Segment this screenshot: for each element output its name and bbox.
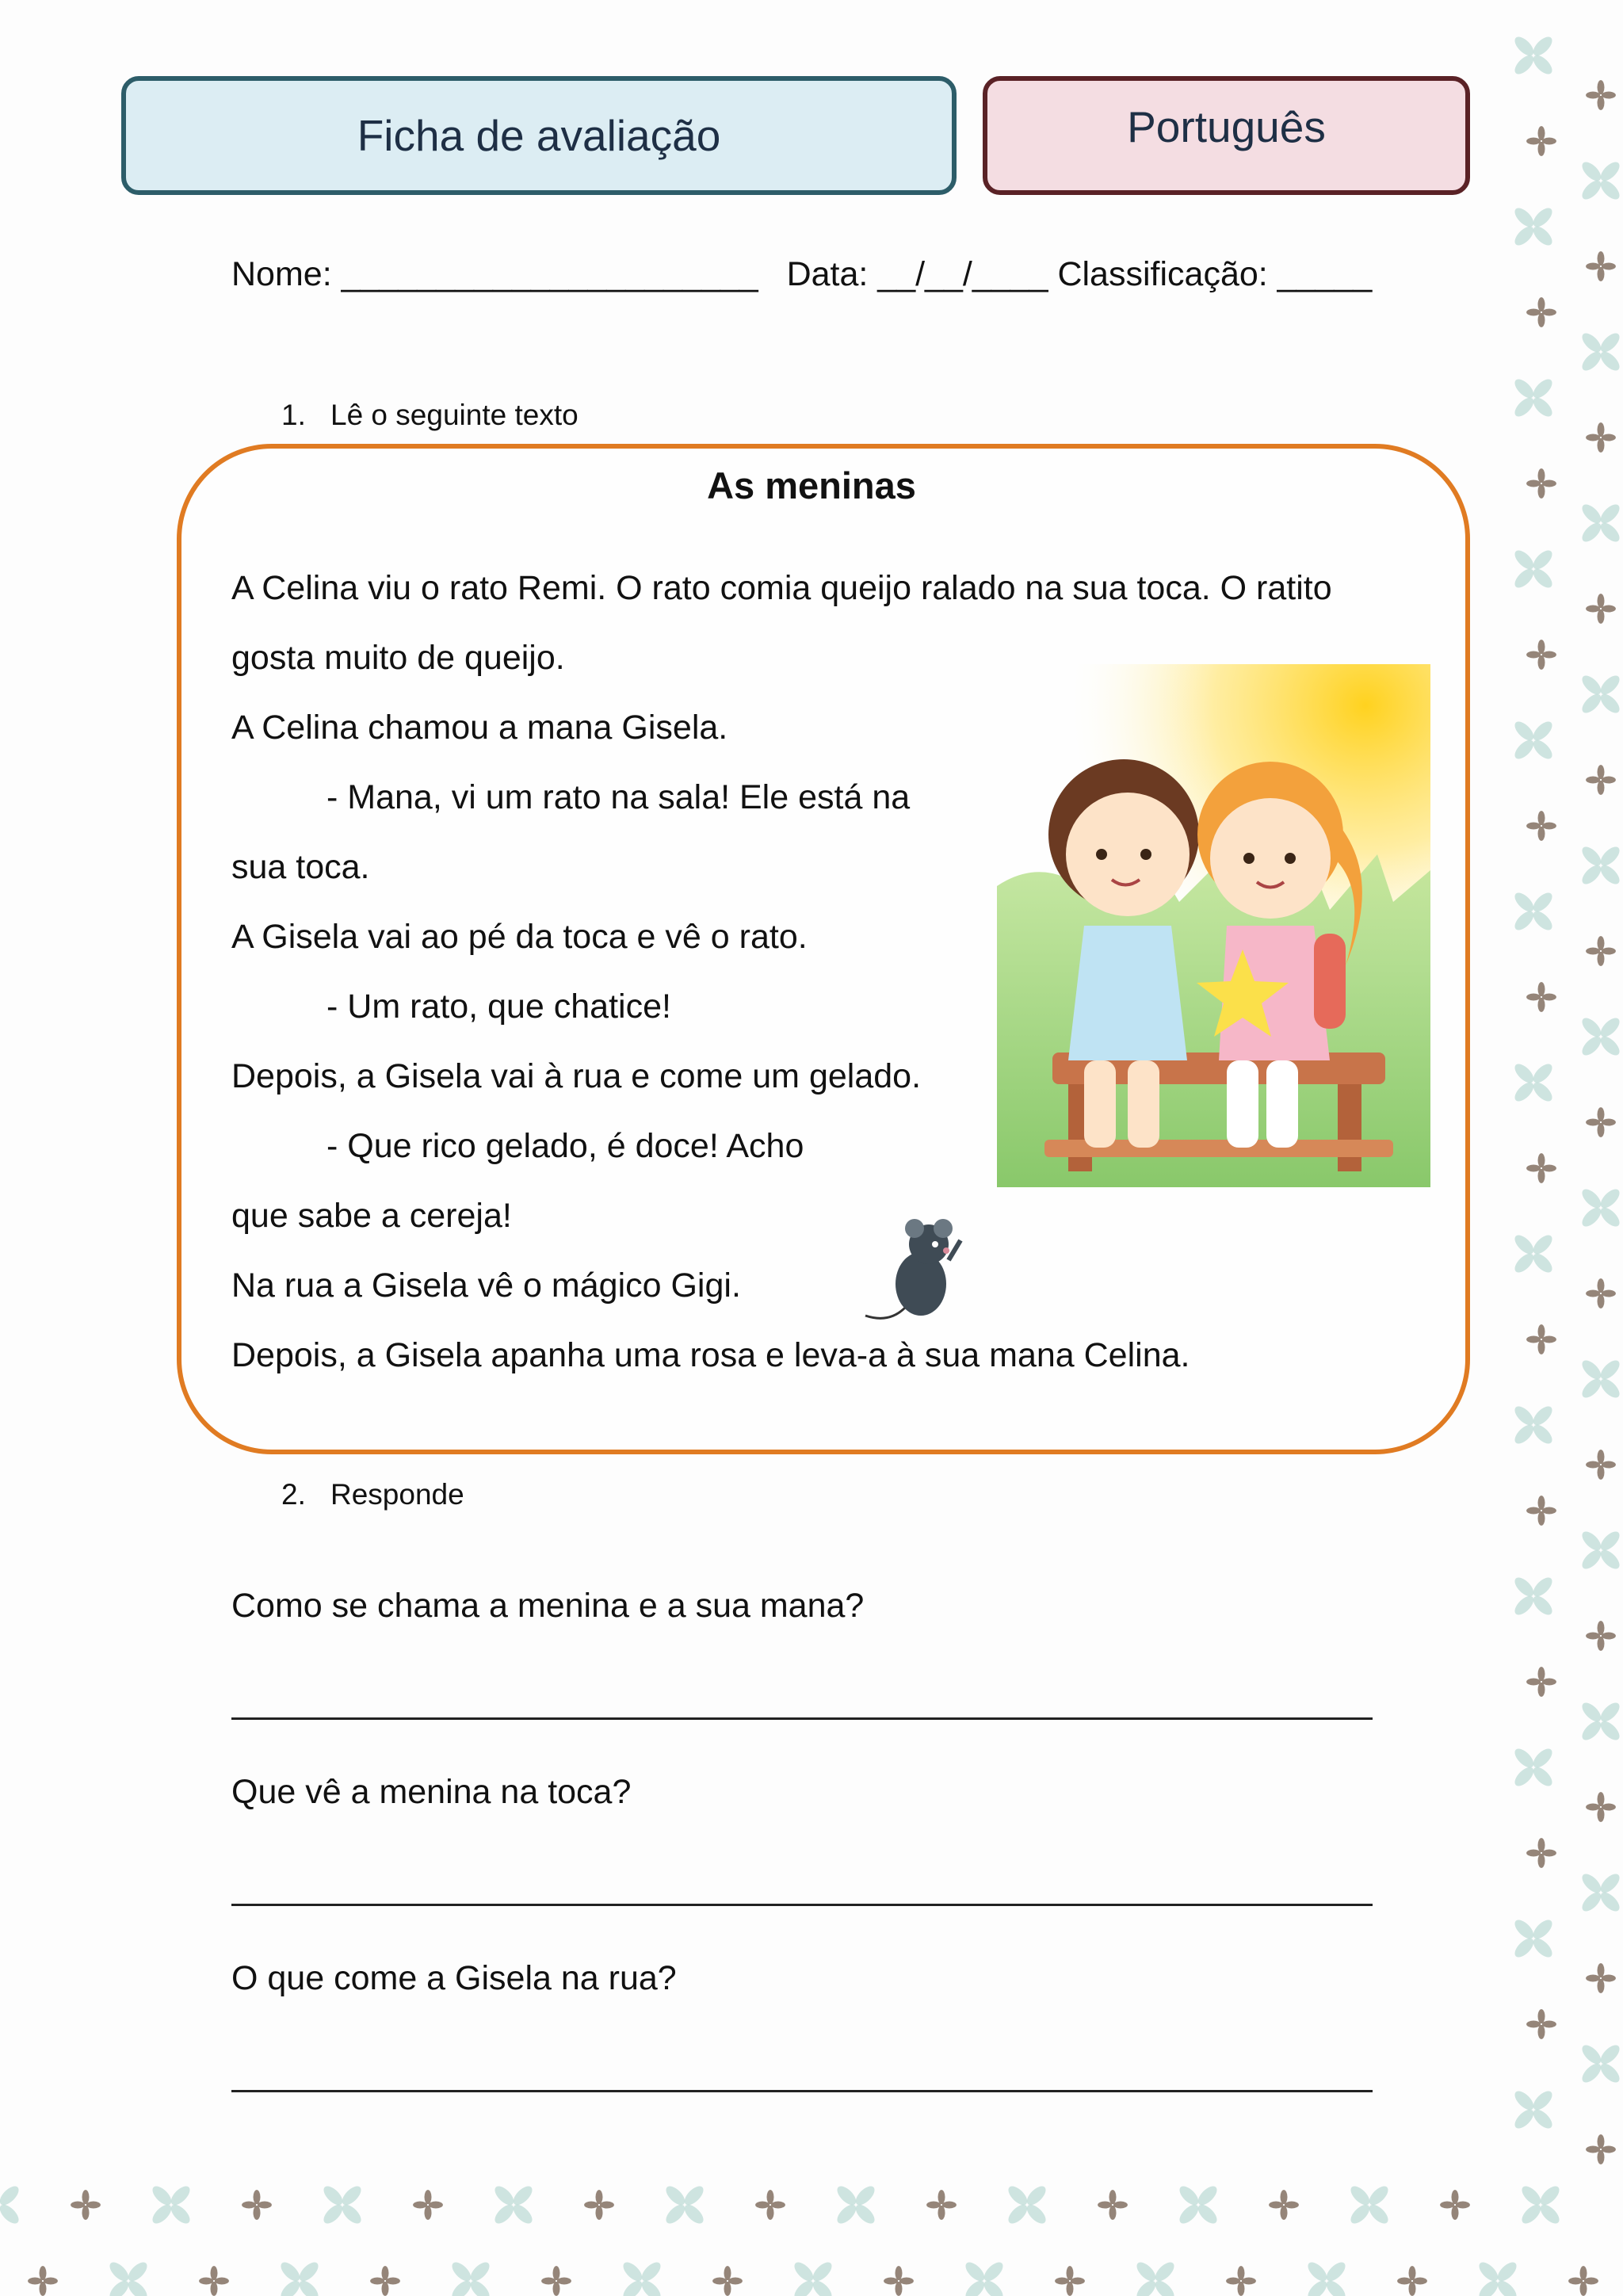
grade-field[interactable]: Classificação: _____ <box>1057 255 1373 293</box>
worksheet-title: Ficha de avaliação <box>357 111 721 160</box>
flower-ornament <box>1579 159 1622 202</box>
story-title: As meninas <box>707 464 916 506</box>
flower-ornament <box>584 2190 614 2220</box>
section-2-number: 2. <box>281 1478 306 1511</box>
flower-ornament <box>620 2259 663 2296</box>
flower-ornament <box>1511 547 1555 590</box>
flower-ornament <box>1511 1745 1555 1789</box>
flower-ornament <box>1347 2183 1391 2226</box>
flower-ornament <box>1579 1357 1622 1400</box>
flower-ornament <box>1511 204 1555 248</box>
story-line: A Celina chamou a mana Gisela. <box>231 709 728 747</box>
flower-ornament <box>0 2183 22 2226</box>
flower-ornament <box>1511 1232 1555 1275</box>
flower-ornament <box>1526 982 1556 1012</box>
flower-ornament <box>1586 1621 1616 1651</box>
flower-ornament <box>1526 640 1556 670</box>
flower-ornament <box>1511 889 1555 933</box>
story-line: A Celina viu o rato Remi. O rato comia queijo ralado na sua toca. O ratito <box>231 569 1332 607</box>
story-line: Depois, a Gisela vai à rua e come um gelado. <box>231 1057 922 1095</box>
flower-ornament <box>1526 1667 1556 1697</box>
flower-ornament <box>1579 1870 1622 1914</box>
flower-ornament <box>1440 2190 1470 2220</box>
flower-ornament <box>663 2183 706 2226</box>
answer-line-3[interactable] <box>231 2090 1373 2092</box>
answer-line-1[interactable] <box>231 1717 1373 1720</box>
flower-ornament <box>1476 2259 1519 2296</box>
flower-ornament <box>1579 501 1622 544</box>
flower-ornament <box>1579 843 1622 887</box>
girls-illustration <box>997 664 1430 1187</box>
flower-ornament <box>1518 2183 1562 2226</box>
flower-ornament <box>1586 1450 1616 1480</box>
flower-ornament <box>28 2266 58 2296</box>
flower-ornament <box>1526 126 1556 156</box>
flower-ornament <box>1055 2266 1085 2296</box>
flower-ornament <box>1526 1838 1556 1868</box>
flower-ornament <box>106 2259 150 2296</box>
flower-ornament <box>1269 2190 1299 2220</box>
flower-ornament <box>71 2190 101 2220</box>
flower-ornament <box>1586 1963 1616 1993</box>
flower-ornament <box>1526 297 1556 327</box>
flower-ornament <box>242 2190 272 2220</box>
flower-ornament <box>541 2266 571 2296</box>
flower-ornament <box>1586 80 1616 110</box>
subject-box <box>983 76 1470 195</box>
flower-ornament <box>1586 1278 1616 1308</box>
flower-ornament <box>1526 1496 1556 1526</box>
flower-ornament <box>1579 1699 1622 1743</box>
flower-ornament <box>449 2259 492 2296</box>
flower-ornament <box>1579 672 1622 716</box>
section-1-label <box>281 399 579 432</box>
flower-ornament <box>1511 1403 1555 1446</box>
story-line: gosta muito de queijo. <box>231 639 565 677</box>
flower-ornament <box>1511 376 1555 419</box>
story-line: que sabe a cereja! <box>231 1197 512 1235</box>
flower-ornament <box>370 2266 400 2296</box>
flower-ornament <box>277 2259 321 2296</box>
flower-ornament <box>1586 594 1616 624</box>
story-line: - Mana, vi um rato na sala! Ele está na <box>327 778 911 816</box>
flower-ornament <box>1526 2009 1556 2039</box>
flower-ornament <box>1098 2190 1128 2220</box>
worksheet-title-box <box>121 76 957 195</box>
flower-ornament <box>755 2190 785 2220</box>
section-2-text: Responde <box>330 1478 464 1511</box>
flower-ornament <box>1511 1916 1555 1960</box>
flower-ornament <box>1579 1528 1622 1572</box>
flower-ornament <box>1579 1014 1622 1058</box>
story-line: A Gisela vai ao pé da toca e vê o rato. <box>231 918 808 956</box>
flower-ornament <box>320 2183 364 2226</box>
flower-ornament <box>1579 330 1622 373</box>
flower-ornament <box>791 2259 834 2296</box>
flower-ornament <box>1226 2266 1256 2296</box>
flower-ornament <box>491 2183 535 2226</box>
flower-ornament <box>413 2190 443 2220</box>
story-line: Na rua a Gisela vê o mágico Gigi. <box>231 1266 741 1305</box>
flower-ornament <box>1511 33 1555 77</box>
flower-ornament <box>1579 2042 1622 2085</box>
flower-ornament <box>149 2183 193 2226</box>
flower-ornament <box>1005 2183 1048 2226</box>
story-line: sua toca. <box>231 848 370 886</box>
flower-ornament <box>834 2183 877 2226</box>
story-line: Depois, a Gisela apanha uma rosa e leva-a à sua mana Celina. <box>231 1336 1190 1374</box>
flower-ornament <box>712 2266 743 2296</box>
flower-ornament <box>1526 1324 1556 1354</box>
floral-border-bottom <box>0 2156 1623 2296</box>
student-info-row <box>231 255 1372 294</box>
section-1-text: Lê o seguinte texto <box>330 399 579 431</box>
flower-ornament <box>1586 251 1616 281</box>
flower-ornament <box>1133 2259 1177 2296</box>
flower-ornament <box>1568 2266 1598 2296</box>
name-field[interactable]: Nome: ______________________ <box>231 255 758 293</box>
flower-ornament <box>1511 2088 1555 2131</box>
mouse-illustration <box>857 1205 976 1324</box>
question-3: O que come a Gisela na rua? <box>231 1959 677 1997</box>
answer-line-2[interactable] <box>231 1904 1373 1906</box>
flower-ornament <box>1586 1107 1616 1137</box>
section-1-number: 1. <box>281 399 306 431</box>
story-line: - Um rato, que chatice! <box>327 988 671 1026</box>
floral-border-right <box>1490 0 1623 2296</box>
question-2: Que vê a menina na toca? <box>231 1773 632 1811</box>
flower-ornament <box>884 2266 914 2296</box>
flower-ornament <box>1397 2266 1427 2296</box>
flower-ornament <box>1586 936 1616 966</box>
flower-ornament <box>1579 1186 1622 1229</box>
flower-ornament <box>1511 1060 1555 1104</box>
flower-ornament <box>1586 765 1616 795</box>
story-line: - Que rico gelado, é doce! Acho <box>327 1127 804 1165</box>
flower-ornament <box>199 2266 229 2296</box>
flower-ornament <box>1176 2183 1220 2226</box>
flower-ornament <box>1586 422 1616 453</box>
date-field[interactable]: Data: __/__/____ <box>786 255 1048 293</box>
flower-ornament <box>1526 1153 1556 1183</box>
flower-ornament <box>1511 718 1555 762</box>
flower-ornament <box>1304 2259 1348 2296</box>
flower-ornament <box>926 2190 957 2220</box>
subject-title: Português <box>1127 102 1326 151</box>
section-2-label <box>281 1478 464 1511</box>
flower-ornament <box>1586 1792 1616 1822</box>
flower-ornament <box>1526 811 1556 841</box>
flower-ornament <box>962 2259 1006 2296</box>
question-1: Como se chama a menina e a sua mana? <box>231 1587 865 1625</box>
flower-ornament <box>1511 1574 1555 1618</box>
